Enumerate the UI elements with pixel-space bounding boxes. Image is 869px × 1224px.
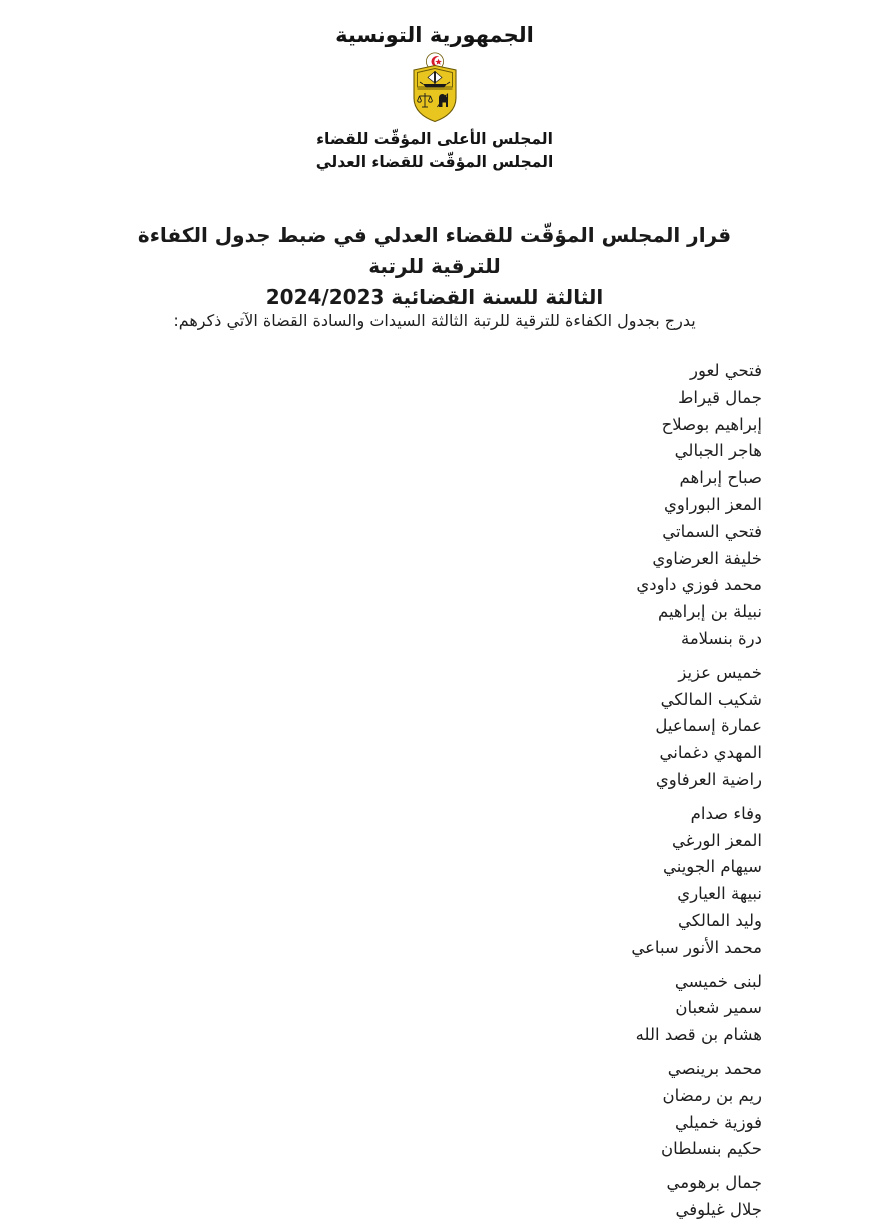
list-item: عمارة إسماعيل	[655, 716, 762, 736]
list-item: المهدي دغماني	[659, 743, 762, 763]
promoted-judges-list	[242, 358, 762, 1224]
document-header	[0, 22, 869, 173]
intro-paragraph: يدرج بجدول الكفاءة للترقية للرتبة الثالثة السيدات والسادة القضاة الآتي ذكرهم:	[173, 311, 696, 330]
list-item: سمير شعبان	[675, 998, 762, 1018]
list-item: فوزية خميلي	[675, 1112, 762, 1132]
list-item: جمال قيراط	[678, 387, 762, 407]
council-line-1: المجلس الأعلى المؤقّت للقضاء	[316, 130, 553, 149]
list-item: حكيم بنسلطان	[661, 1139, 762, 1159]
list-item: لبنى خميسي	[674, 971, 762, 991]
list-item: صباح إبراهم	[679, 468, 762, 488]
list-item: محمد برينصي	[667, 1058, 762, 1078]
list-item: المعز البوراوي	[663, 494, 762, 514]
list-item: إبراهيم بوصلاح	[661, 414, 762, 434]
list-item: سيهام الجويني	[662, 857, 762, 877]
list-item: فتحي السماتي	[662, 521, 762, 541]
list-item: راضية العرفاوي	[655, 769, 762, 789]
list-item: نبيهة العياري	[677, 884, 762, 904]
council-heading	[0, 128, 869, 173]
list-item: جلال غيلوفي	[675, 1199, 762, 1219]
list-item: وفاء صدام	[690, 803, 762, 823]
list-item: خليفة العرضاوي	[652, 548, 762, 568]
council-line-2: المجلس المؤقّت للقضاء العدلي	[315, 152, 554, 171]
list-item: محمد فوزي داودي	[636, 575, 762, 595]
list-item: جمال برهومي	[666, 1173, 762, 1193]
list-item: نبيلة بن إبراهيم	[657, 602, 762, 622]
emblem-container	[0, 52, 869, 124]
list-item: محمد الأنور سباعي	[631, 937, 762, 957]
title-line-2: الثالثة للسنة القضائية 2024/2023	[265, 285, 604, 309]
list-item: شكيب المالكي	[660, 689, 762, 709]
list-item: المعز الورغي	[672, 830, 762, 850]
republic-heading: الجمهورية التونسية	[335, 23, 534, 47]
list-item: فتحي لعور	[690, 361, 762, 380]
tunisian-coat-of-arms-icon	[406, 52, 464, 124]
list-item: وليد المالكي	[678, 910, 762, 930]
list-item: درة بنسلامة	[680, 628, 762, 648]
list-item: هاجر الجبالي	[674, 441, 762, 461]
page-title	[104, 220, 765, 313]
list-item: ريم بن رمضان	[662, 1085, 762, 1105]
list-item: خميس عزيز	[678, 662, 762, 682]
title-line-1: قرار المجلس المؤقّت للقضاء العدلي في ضبط جدول الكفاءة للترقية للرتبة	[137, 223, 732, 278]
list-item: هشام بن قصد الله	[635, 1025, 762, 1045]
